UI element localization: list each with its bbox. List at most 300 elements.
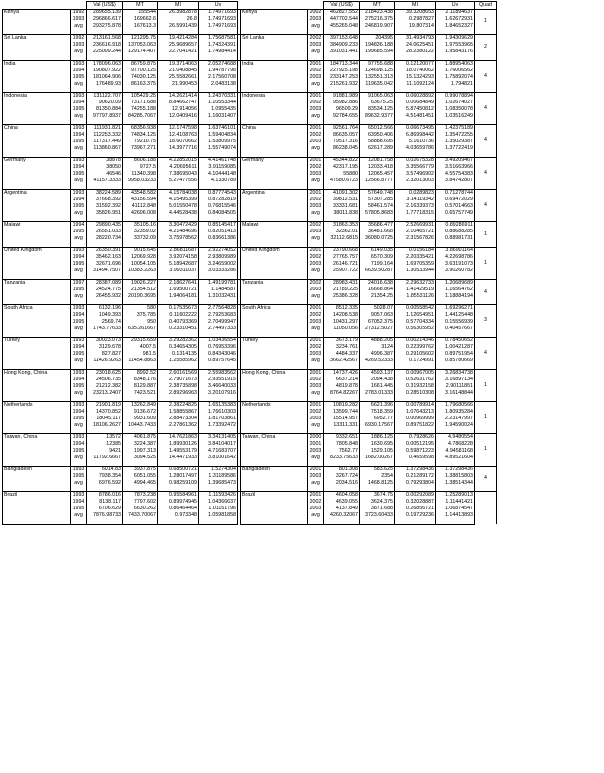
empty-cell: [241, 132, 308, 139]
value-cell: 12033.418: [360, 164, 395, 171]
empty-cell: [241, 351, 308, 358]
empty-cell: [241, 42, 308, 49]
value-cell: 3.03333286: [199, 268, 238, 275]
value-cell: 0.78450652: [436, 337, 475, 344]
table-row: [3, 377, 497, 384]
value-cell: 0.89757645: [199, 358, 238, 365]
year-cell: avg: [71, 422, 87, 429]
value-cell: 0.89751954: [436, 351, 475, 358]
year-cell: 2001: [308, 402, 324, 409]
year-cell: avg: [308, 81, 324, 88]
year-cell: 1995: [71, 139, 87, 146]
empty-cell: [3, 145, 71, 152]
value-cell: 2.29632733: [395, 279, 436, 286]
value-cell: 1.38815803: [436, 473, 475, 480]
empty-cell: [241, 139, 308, 146]
table-row: [3, 312, 497, 319]
value-cell: 21354.512: [123, 287, 158, 294]
year-cell: 2001: [308, 305, 324, 312]
value-cell: 0.76815546: [199, 203, 238, 210]
value-cell: 4.89521604: [436, 455, 475, 462]
spacer-cell: [308, 519, 324, 524]
value-cell: 41112.848: [123, 203, 158, 210]
year-cell: avg: [71, 235, 87, 242]
value-cell: 137053.063: [123, 42, 158, 49]
year-cell: avg: [71, 210, 87, 217]
value-cell: 4593.137: [360, 369, 395, 376]
value-cell: 57307.285: [360, 197, 395, 204]
value-cell: 801.308: [324, 466, 360, 473]
table-row: [3, 261, 497, 268]
value-cell: 14.4471933: [158, 455, 199, 462]
value-cell: 11426.9263: [87, 358, 123, 365]
year-cell: 2001: [308, 157, 324, 164]
value-cell: 3.29282362: [158, 337, 199, 344]
value-cell: 1.31189586: [199, 473, 238, 480]
value-cell: 10443.7433: [123, 422, 158, 429]
value-cell: 8512.335: [324, 305, 360, 312]
value-cell: 5.27477556: [158, 178, 199, 185]
year-cell: 1994: [71, 344, 87, 351]
table-row: [3, 326, 497, 333]
value-cell: 13572: [87, 434, 123, 441]
value-cell: 1.74971693: [199, 16, 238, 23]
value-cell: 4007.5: [123, 344, 158, 351]
value-cell: 6.86998442: [395, 132, 436, 139]
value-cell: 95982.886: [324, 100, 360, 107]
year-cell: avg: [71, 293, 87, 300]
country-name: Brazil: [3, 492, 71, 499]
empty-cell: [3, 512, 71, 519]
year-cell: 2001: [308, 337, 324, 344]
value-cell: 1.94309629: [436, 35, 475, 42]
year-cell: 1994: [71, 254, 87, 261]
value-cell: 111931.821: [87, 125, 123, 132]
empty-cell: [241, 319, 308, 326]
empty-cell: [241, 106, 308, 113]
empty-cell: [241, 441, 308, 448]
value-cell: 1.14413893: [436, 512, 475, 519]
table-row: [3, 106, 497, 113]
value-cell: 4819.878: [324, 383, 360, 390]
country-name: Netherlands: [241, 402, 308, 409]
value-cell: 1.77718315: [395, 210, 436, 217]
value-cell: 4.10444148: [199, 171, 238, 178]
value-cell: 3.35566779: [395, 164, 436, 171]
value-cell: 7797.602: [123, 499, 158, 506]
year-cell: 1992: [71, 35, 87, 42]
value-cell: 275216.375: [360, 16, 395, 23]
year-cell: 1993: [71, 369, 87, 376]
value-cell: 43548.582: [123, 189, 158, 196]
country-name: India: [241, 60, 308, 67]
value-cell: 113860.867: [87, 145, 123, 152]
year-cell: 2003: [308, 171, 324, 178]
value-cell: 24524.775: [87, 287, 123, 294]
value-cell: 11.1092124: [395, 81, 436, 88]
value-cell: 4604.058: [324, 492, 360, 499]
value-cell: 0.28510308: [395, 390, 436, 397]
value-cell: 0.19729236: [395, 512, 436, 519]
country-name: India: [3, 60, 71, 67]
year-cell: avg: [308, 422, 324, 429]
value-cell: 2.79253683: [199, 312, 238, 319]
quad-cell: [475, 492, 497, 524]
year-cell: avg: [71, 326, 87, 333]
value-cell: 129174.407: [123, 49, 158, 56]
value-cell: 0.00789914: [395, 402, 436, 409]
value-cell: 1.58855867: [158, 409, 199, 416]
value-cell: 391031.441: [324, 49, 360, 56]
value-cell: 1.31032431: [199, 293, 238, 300]
value-cell: 2.10465721: [395, 229, 436, 236]
value-cell: 14.7621863: [158, 434, 199, 441]
value-cell: 827.827: [87, 351, 123, 358]
value-cell: 97797.8937: [87, 113, 123, 120]
empty-cell: [3, 16, 71, 23]
value-cell: 1.39685473: [199, 480, 238, 487]
year-cell: 2003: [308, 16, 324, 23]
value-cell: 97755.688: [360, 60, 395, 67]
value-cell: 26350.391: [87, 247, 123, 254]
value-cell: 462827.552: [324, 9, 360, 16]
table-row: [3, 93, 497, 100]
value-cell: 9931.609: [123, 416, 158, 423]
value-cell: 3.26834738: [436, 369, 475, 376]
value-cell: 7873.238: [123, 492, 158, 499]
value-cell: 4.1330789: [199, 178, 238, 185]
empty-cell: [241, 390, 308, 397]
empty-cell: [3, 68, 71, 75]
country-name: Hong Kong, China: [3, 369, 71, 376]
value-cell: 1.41429519: [395, 287, 436, 294]
value-cell: 0.12120077: [395, 60, 436, 67]
year-cell: avg: [308, 178, 324, 185]
country-name: South Africa: [241, 305, 308, 312]
empty-cell: [241, 178, 308, 185]
year-cell: 1993: [71, 157, 87, 164]
table-row: [3, 351, 497, 358]
spacer-cell: [87, 519, 123, 524]
value-cell: 12385: [87, 441, 123, 448]
year-cell: 1993: [71, 434, 87, 441]
value-cell: 86163.375: [123, 81, 158, 88]
country-name: Indonesia: [241, 93, 308, 100]
value-cell: 176489.93: [87, 81, 123, 88]
value-cell: 6132.196: [87, 305, 123, 312]
value-cell: 1.74324391: [199, 42, 238, 49]
value-cell: 39.3208653: [395, 9, 436, 16]
value-cell: 4.71683707: [199, 448, 238, 455]
empty-cell: [241, 422, 308, 429]
value-cell: 14737.426: [324, 369, 360, 376]
value-cell: 580: [123, 305, 158, 312]
value-cell: 2783.01333: [360, 390, 395, 397]
empty-cell: [3, 293, 71, 300]
empty-cell: [3, 139, 71, 146]
table-row: [3, 279, 497, 286]
value-cell: 0.57704334: [395, 319, 436, 326]
year-cell: avg: [308, 145, 324, 152]
table-row: [3, 145, 497, 152]
value-cell: 1.76610303: [199, 409, 238, 416]
value-cell: 31592.392: [87, 203, 123, 210]
value-cell: 31863.353: [324, 222, 360, 229]
value-cell: 4260.32067: [324, 512, 360, 519]
value-cell: 2.88473304: [158, 416, 199, 423]
value-cell: 11792.6667: [87, 455, 123, 462]
value-cell: 27312.5027: [360, 326, 395, 333]
quad-cell: 4: [475, 337, 497, 369]
value-cell: 4.9480554: [436, 434, 475, 441]
empty-cell: [3, 287, 71, 294]
value-cell: 3234.761: [324, 344, 360, 351]
value-cell: 8764.82267: [324, 390, 360, 397]
year-cell: 2001: [308, 492, 324, 499]
value-cell: 1.75687581: [199, 35, 238, 42]
value-cell: 21.0408845: [158, 68, 199, 75]
year-cell: 1993: [71, 305, 87, 312]
year-cell: avg: [308, 235, 324, 242]
year-cell: 1993: [71, 247, 87, 254]
year-cell: avg: [71, 145, 87, 152]
year-cell: 2002: [308, 132, 324, 139]
value-cell: 21789.225: [324, 287, 360, 294]
table-row: [3, 506, 497, 513]
table-row: [3, 337, 497, 344]
year-cell: avg: [71, 49, 87, 56]
value-cell: 12.914056: [158, 106, 199, 113]
value-cell: 1.88954063: [436, 60, 475, 67]
value-cell: 194836.188: [360, 42, 395, 49]
value-cell: 190807.922: [87, 68, 123, 75]
value-cell: 1.79680566: [436, 402, 475, 409]
value-cell: 4.15495399: [158, 197, 199, 204]
year-cell: 2002: [308, 377, 324, 384]
value-cell: 0.00214346: [395, 337, 436, 344]
value-cell: 7433.70067: [123, 512, 158, 519]
value-cell: 950: [123, 319, 158, 326]
value-cell: 0.2987827: [395, 16, 436, 23]
value-cell: 27765.757: [324, 254, 360, 261]
year-cell: 2002: [308, 222, 324, 229]
value-cell: 68356.938: [123, 125, 158, 132]
empty-cell: [3, 203, 71, 210]
year-cell: 2002: [308, 499, 324, 506]
value-cell: 10819.282: [324, 402, 360, 409]
value-cell: 3.20107916: [199, 390, 238, 397]
value-cell: 0.89974945: [158, 499, 199, 506]
country-name: Kenya: [241, 9, 308, 16]
value-cell: 43156.594: [123, 197, 158, 204]
value-cell: 1.74984414: [199, 49, 238, 56]
value-cell: 1.89930126: [158, 441, 199, 448]
value-cell: 7876.98733: [87, 512, 123, 519]
value-cell: 4.41461748: [199, 157, 238, 164]
value-cell: 0.00967005: [395, 369, 436, 376]
country-name: Netherlands: [3, 402, 71, 409]
spacer-cell: [71, 519, 87, 524]
value-cell: 2.38735898: [158, 383, 199, 390]
year-cell: 2003: [308, 229, 324, 236]
value-cell: 1.74971693: [199, 9, 238, 16]
year-cell: 2003: [308, 261, 324, 268]
value-cell: 0.17535673: [158, 305, 199, 312]
value-cell: 18.0740062: [395, 68, 436, 75]
value-cell: 35826.951: [87, 210, 123, 217]
value-cell: 8606.188: [123, 157, 158, 164]
empty-cell: [241, 81, 308, 88]
value-cell: 1.03516249: [436, 113, 475, 120]
year-cell: 2003: [308, 74, 324, 81]
value-cell: 67052.375: [360, 319, 395, 326]
value-cell: 2.17560708: [199, 74, 238, 81]
table-row: [3, 68, 497, 75]
value-cell: 74030.125: [123, 74, 158, 81]
year-cell: avg: [308, 49, 324, 56]
year-cell: 1993: [71, 337, 87, 344]
value-cell: 12.1747598: [158, 125, 199, 132]
value-cell: 55880: [324, 171, 360, 178]
year-cell: 1994: [71, 164, 87, 171]
value-cell: 3.81001642: [199, 455, 238, 462]
year-cell: avg: [71, 390, 87, 397]
value-cell: 33331.681: [324, 203, 360, 210]
year-cell: 2003: [308, 383, 324, 390]
value-cell: 3.51663966: [436, 164, 475, 171]
country-name: Bangladesh: [241, 466, 308, 473]
column-header-val: Val (US$): [87, 2, 123, 10]
year-cell: 2002: [308, 344, 324, 351]
value-cell: 1.42375189: [436, 125, 475, 132]
table-row: [3, 222, 497, 229]
value-cell: 0.83661386: [199, 235, 238, 242]
value-cell: 1.08350078: [436, 106, 475, 113]
table-row: [3, 293, 497, 300]
table-row: [3, 100, 497, 107]
value-cell: 26.8: [158, 16, 199, 23]
data-table: [2, 1, 497, 525]
quad-cell: 1: [475, 369, 497, 401]
value-cell: 1.74971693: [199, 23, 238, 30]
value-cell: 25.5582661: [158, 74, 199, 81]
value-cell: 233147.253: [324, 74, 360, 81]
value-cell: 2.92274052: [199, 247, 238, 254]
year-cell: 1993: [71, 125, 87, 132]
value-cell: 2.93809989: [199, 254, 238, 261]
value-cell: 8348.176: [123, 377, 158, 384]
year-cell: avg: [71, 455, 87, 462]
value-cell: 35105.16: [123, 222, 158, 229]
value-cell: 4.44528438: [158, 210, 199, 217]
year-cell: 2002: [308, 409, 324, 416]
value-cell: 1.37298436: [436, 466, 475, 473]
empty-cell: [241, 203, 308, 210]
column-header-mi: MI: [395, 2, 436, 10]
quad-cell: 4: [475, 279, 497, 305]
value-cell: 1.25289013: [436, 492, 475, 499]
value-cell: 7562.77: [324, 448, 360, 455]
spacer-cell: [360, 519, 395, 524]
value-cell: 8.84662747: [158, 100, 199, 107]
value-cell: 96509.29: [324, 106, 360, 113]
value-cell: 117317.449: [87, 139, 123, 146]
value-cell: 1.75892074: [436, 74, 475, 81]
value-cell: 1.73392472: [199, 422, 238, 429]
value-cell: 2.86811687: [158, 247, 199, 254]
value-cell: 19026.227: [123, 279, 158, 286]
empty-cell: [241, 416, 308, 423]
empty-cell: [3, 344, 71, 351]
empty-cell: [241, 473, 308, 480]
value-cell: 0.00512195: [395, 441, 436, 448]
year-cell: 1994: [71, 68, 87, 75]
value-cell: 1682.00267: [360, 455, 395, 462]
year-cell: 2002: [308, 164, 324, 171]
empty-cell: [3, 499, 71, 506]
value-cell: 5028.07: [360, 305, 395, 312]
table-row: [3, 157, 497, 164]
empty-cell: [241, 455, 308, 462]
value-cell: 1.05981858: [199, 512, 238, 519]
value-cell: 12.4108763: [158, 132, 199, 139]
empty-cell: [3, 390, 71, 397]
empty-cell: [3, 49, 71, 56]
empty-cell: [3, 106, 71, 113]
value-cell: 1.80935284: [436, 409, 475, 416]
table-row: [3, 416, 497, 423]
value-cell: 6014.83: [87, 466, 123, 473]
value-cell: 155544: [123, 9, 158, 16]
value-cell: 0.11602222: [158, 312, 199, 319]
year-cell: avg: [71, 23, 87, 30]
value-cell: 7423.521: [123, 390, 158, 397]
value-cell: 73967.271: [123, 145, 158, 152]
value-cell: 1.28017497: [158, 473, 199, 480]
year-cell: 1995: [71, 319, 87, 326]
year-cell: 1995: [71, 261, 87, 268]
value-cell: 22.7041421: [158, 49, 199, 56]
value-cell: 2.55983562: [199, 369, 238, 376]
value-cell: 169662.6: [123, 16, 158, 23]
value-cell: 15.1324293: [395, 74, 436, 81]
country-name: Sri Lanka: [3, 35, 71, 42]
value-cell: 204395: [360, 35, 395, 42]
year-cell: 1995: [71, 229, 87, 236]
year-cell: avg: [308, 113, 324, 120]
empty-cell: [3, 113, 71, 120]
value-cell: 0.0156184: [395, 247, 436, 254]
value-cell: 3.84104017: [199, 441, 238, 448]
value-cell: 0.52631762: [395, 377, 436, 384]
value-cell: 32359.02: [123, 229, 158, 236]
value-cell: 375.785: [123, 312, 158, 319]
value-cell: 1.06874547: [436, 506, 475, 513]
value-cell: 1.44125448: [436, 312, 475, 319]
value-cell: 0.87774543: [199, 189, 238, 196]
value-cell: 4994.465: [123, 480, 158, 487]
value-cell: 1.10553344: [199, 100, 238, 107]
value-cell: 1.03436554: [199, 337, 238, 344]
value-cell: 58461.574: [360, 203, 395, 210]
empty-cell: [3, 23, 71, 30]
value-cell: 7.38695043: [158, 171, 199, 178]
year-cell: 1994: [71, 499, 87, 506]
empty-cell: [241, 499, 308, 506]
year-cell: avg: [71, 512, 87, 519]
value-cell: 0.88688285: [436, 229, 475, 236]
value-cell: 3937.875: [123, 466, 158, 473]
